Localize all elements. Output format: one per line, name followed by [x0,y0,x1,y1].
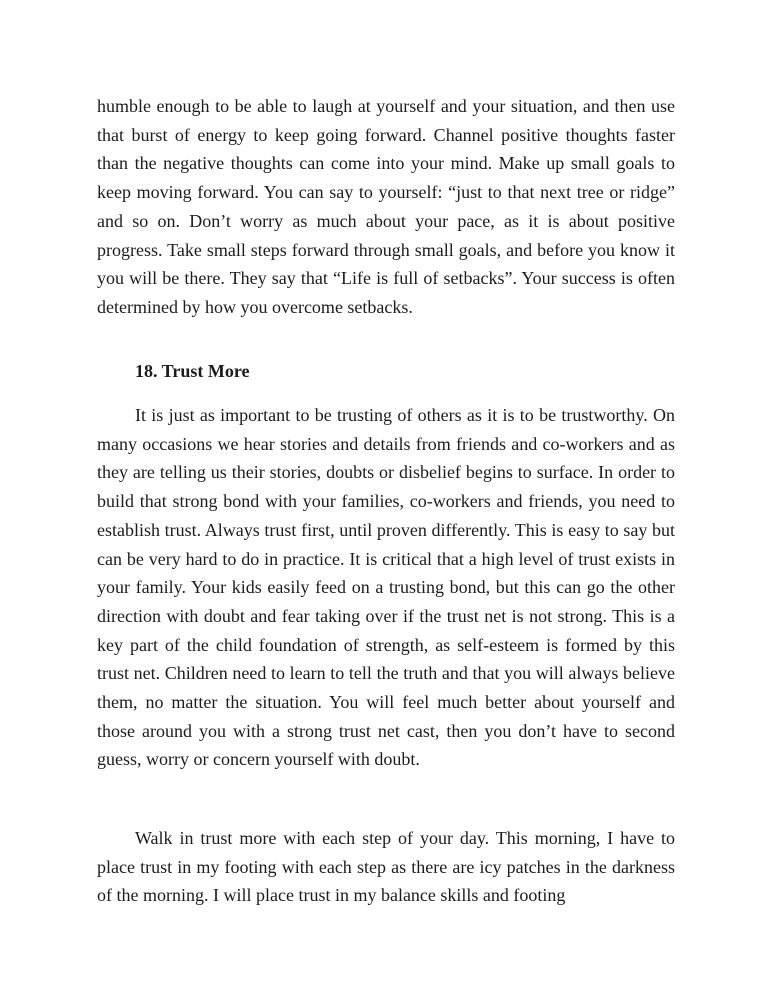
paragraph-continuation: humble enough to be able to laugh at yourself and your situation, and then use that burst of energy to keep going forward. Channel positive thoughts faster than the negative thoughts can come into your mind. Make up small goals to keep moving forward. You can say to yourself: “just to that next tree or ridge” and so on. Don’t worry as much about your pace, as it is about positive progress. Take small steps forward through small goals, and before you know it you will be there. They say that “Life is full of setbacks”. Your success is often determined by how you overcome setbacks. [97,96,675,317]
section-heading-trust-more: 18. Trust More [135,361,250,381]
paragraph-trust-others: It is just as important to be trusting of others as it is to be trustworthy. On many occasions we hear stories and details from friends and co-workers and as they are telling us their stories, doubts or disbelief begins to surface. In order to build that strong bond with your families, co-workers and friends, you need to establish trust. Always trust first, until proven differently. This is easy to say but can be very hard to do in practice. It is critical that a high level of trust exists in your family. Your kids easily feed on a trusting bond, but this can go the other direction with doubt and fear taking over if the trust net is not strong. This is a key part of the child foundation of strength, as self-esteem is formed by this trust net. Children need to learn to tell the truth and that you will always believe them, no matter the situation. You will feel much better about yourself and those around you with a strong trust net cast, then you don’t have to second guess, worry or concern yourself with doubt. [97,405,675,770]
paragraph-walk-in-trust: Walk in trust more with each step of your day. This morning, I have to place trust in my footing with each step as there are icy patches in the darkness of the morning. I will place trust in my balance skills and footing [97,828,675,906]
